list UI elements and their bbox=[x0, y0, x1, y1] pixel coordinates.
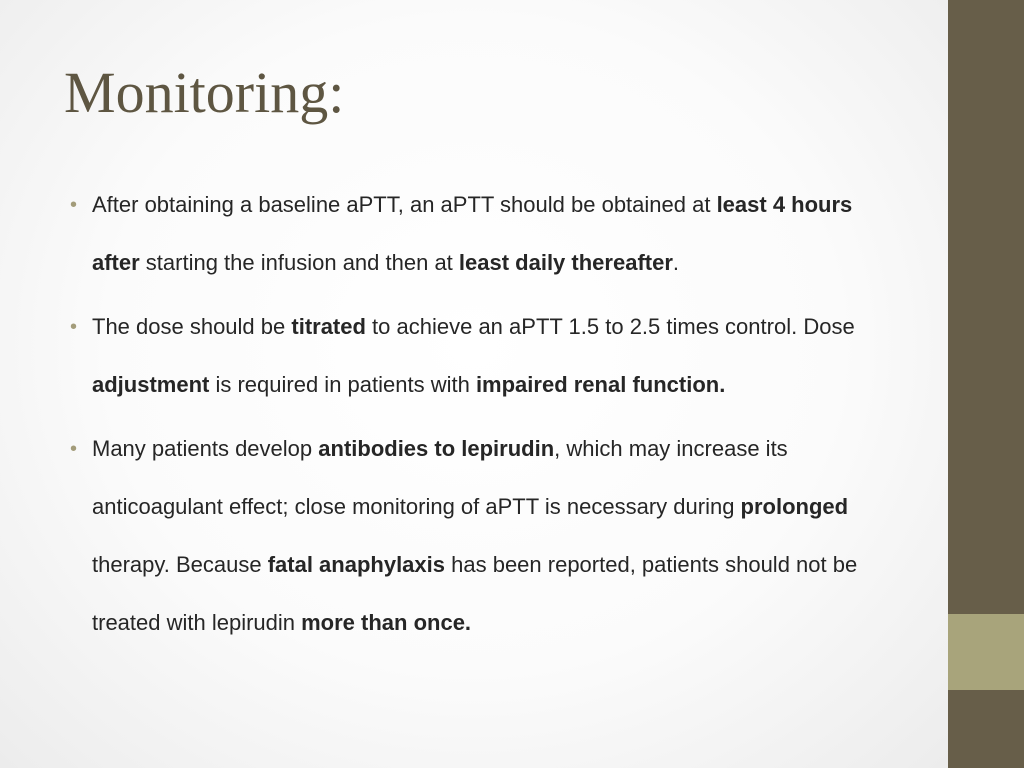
bullet-icon: • bbox=[70, 438, 78, 460]
bold-text-run: least 4 hours after bbox=[92, 192, 853, 275]
slide-title: Monitoring: bbox=[64, 60, 345, 125]
bold-text-run: adjustment bbox=[92, 372, 210, 397]
bold-text-run: impaired renal function. bbox=[475, 372, 726, 397]
bullet-icon: • bbox=[70, 194, 78, 216]
bold-text-run: more than once. bbox=[301, 610, 472, 635]
text-run: to achieve an aPTT 1.5 to 2.5 times control. Dose bbox=[365, 314, 855, 339]
bullet-item bbox=[70, 420, 900, 652]
text-run: , which may increase its anticoagulant effect; close monitoring of aPTT is necessary during bbox=[92, 436, 788, 519]
bold-text-run: prolonged bbox=[740, 494, 849, 519]
text-run: The dose should be bbox=[92, 314, 292, 339]
bold-text-run: least daily thereafter bbox=[458, 250, 673, 275]
bullet-item bbox=[70, 298, 900, 414]
text-run: . bbox=[672, 250, 680, 275]
text-run: Many patients develop bbox=[92, 436, 319, 461]
bold-text-run: antibodies to lepirudin bbox=[318, 436, 555, 461]
text-run: After obtaining a baseline aPTT, an aPTT should be obtained at bbox=[92, 192, 717, 217]
bullet-list bbox=[70, 176, 900, 658]
bold-text-run: titrated bbox=[291, 314, 366, 339]
bullet-item bbox=[70, 176, 900, 292]
text-run: is required in patients with bbox=[209, 372, 476, 397]
bullet-icon: • bbox=[70, 316, 78, 338]
text-run: has been reported, patients should not be treated with lepirudin bbox=[92, 552, 858, 635]
bold-text-run: fatal anaphylaxis bbox=[267, 552, 446, 577]
text-run: therapy. Because bbox=[92, 552, 268, 577]
text-run: starting the infusion and then at bbox=[139, 250, 459, 275]
sidebar-accent-block bbox=[948, 614, 1024, 690]
